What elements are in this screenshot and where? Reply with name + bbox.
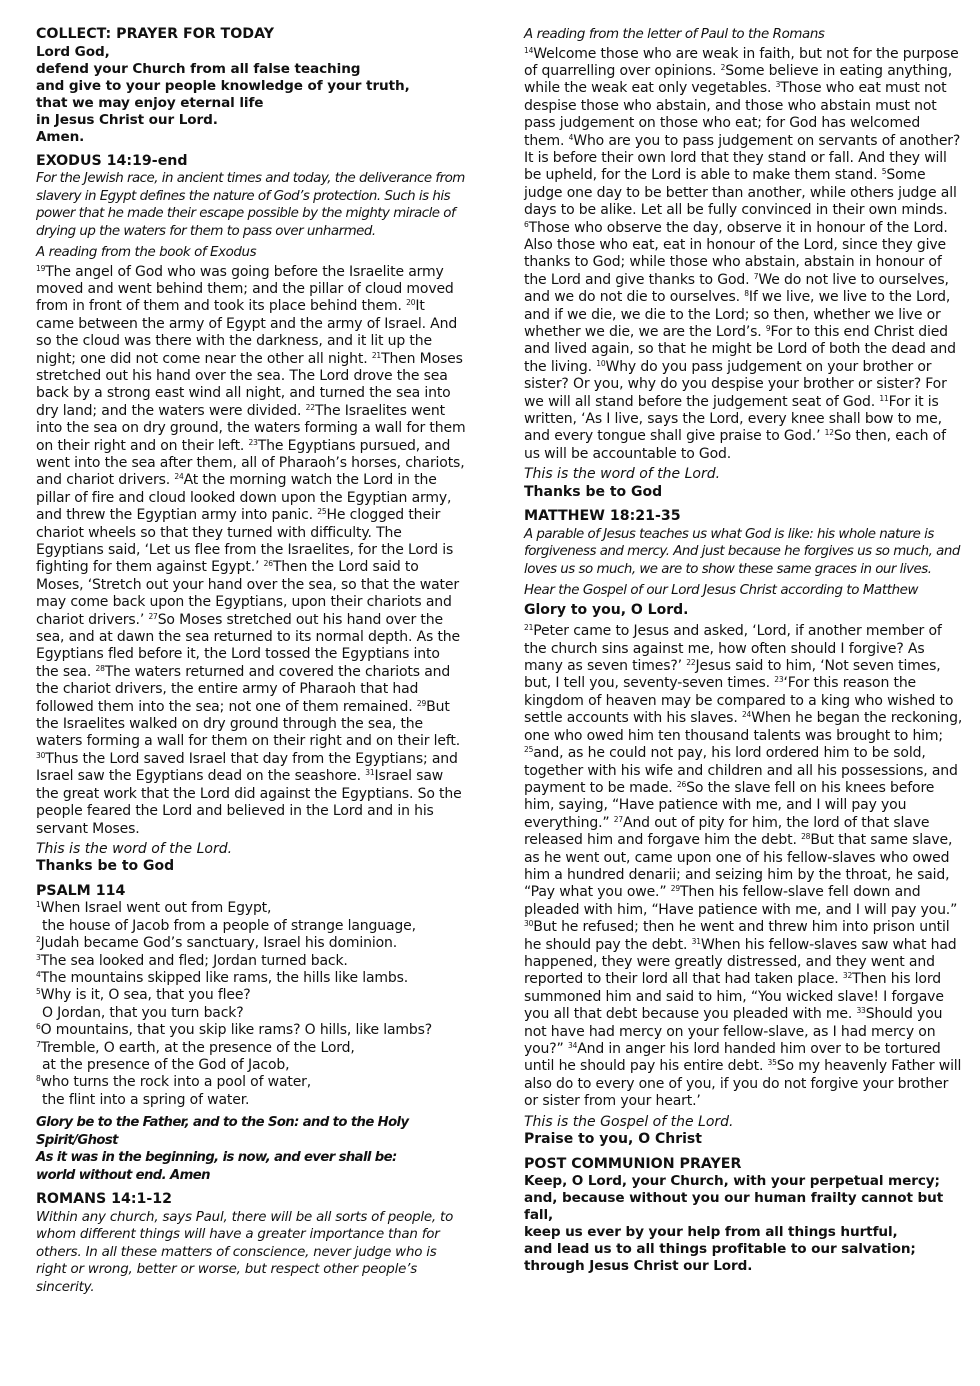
verse-number: 31 [365,768,375,778]
verse-number: 21 [524,623,534,633]
collect-heading: COLLECT: PRAYER FOR TODAY [36,26,274,42]
verse-number: 25 [317,507,327,517]
psalm-line-text: The sea looked and fled; Jordan turned back. [40,952,348,969]
verse-text: Those who observe the day, observe it in honour of the Lord. Also those who eat, eat in honour of the Lord, since they give thanks to God; while those who abstain, abstain in honour of the Lord and give thanks to God. [524,219,948,288]
verse-number: 31 [691,936,701,946]
psalm-line [36,987,466,1004]
verse-number: 3 [775,80,781,90]
verse-number: 30 [36,750,46,760]
gloria-line: Glory be to the Father, and to the Son: and to the Holy Spirit/Ghost [36,1115,409,1148]
verse-text: The waters returned and covered the chariots and the chariot drivers, the entire army of Pharaoh that had followed them into the sea; not one of them remained. [36,663,451,715]
verse-number: 34 [567,1041,578,1050]
verse-text: But the Israelites walked on dry ground through the sea, the waters forming a wall for them on their right and on their left. [36,698,461,750]
verse-number: 21 [371,350,382,360]
collect-line: Amen. [36,128,85,145]
matthew-heading: MATTHEW 18:21-35 [524,508,681,525]
verse-number: 6 [36,1022,41,1032]
psalm-line-text: the house of Jacob from a people of strange language, [42,917,416,934]
verse-number: 29 [670,884,680,894]
psalm-line-text: Tremble, O earth, at the presence of the Lord, [40,1039,355,1056]
collect-line: that we may enjoy eternal life [36,94,264,111]
collect-section [36,26,466,146]
verse-number: 4 [568,132,574,142]
matthew-closing: This is the Gospel of the Lord. [524,1113,734,1130]
verse-text: The Israelites went into the sea on dry ground, the waters forming a wall for them on their right and on their left. [36,402,466,454]
verse-number: 25 [524,745,534,755]
verse-text: The angel of God who was going before the Israelite army moved and went behind them; and the pillar of cloud moved from in front of them and took its place behind them. [36,263,454,315]
psalm-line [36,970,466,987]
gloria-line: As it was in the beginning, is now, and ever shall be: [36,1150,397,1166]
verse-number: 28 [95,663,105,673]
verse-number: 27 [613,814,624,824]
gloria-line: world without end. Amen [36,1167,210,1183]
verse-number: 1 [36,900,41,910]
verse-number: 2 [720,62,726,72]
verse-number: 20 [406,298,416,308]
verse-number: 22 [686,658,696,668]
verse-text: Then his lord summoned him and said to him, “You wicked slave! I forgave you all that debt because you pleaded with me. [524,971,944,1023]
verse-text: Some judge one day to be better than another, while others judge all days to be alike. Let all be fully convinced in their own minds. [524,167,957,219]
verse-text: When he began the reckoning, one who owed him ten thousand talents was brought to him; [524,710,963,744]
exodus-intro: For the Jewish race, in ancient times and today, the deliverance from slavery in Egypt defines the nature of God’s protection. Such is his power that he made their escape possible by the mighty miracle of drying up the waters for them to pass over unharmed. [36,171,465,239]
psalm-line-text: When Israel went out from Egypt, [40,900,272,917]
verse-number: 27 [148,611,158,621]
psalm-line-text: Judah became God’s sanctuary, Israel his dominion. [40,935,398,952]
verse-number: 33 [856,1006,866,1016]
gloria [36,1114,466,1184]
matthew-section [524,508,964,1148]
verse-number: 7 [753,271,759,281]
verse-text: and, as he could not pay, his lord ordered him to be sold, together with his wife and children and all his possessions, and payment to be made. [524,745,958,796]
verse-number: 19 [36,263,46,273]
verse-text: For it is written, ‘As I live, says the Lord, every knee shall bow to me, and every tongue shall give praise to God.’ [524,393,942,445]
verse-number: 3 [36,952,41,962]
psalm-line [36,1040,466,1057]
verse-number: 23 [774,675,784,685]
verse-number: 4 [36,970,41,980]
psalm-line-text: O Jordan, that you turn back? [42,1004,244,1021]
post-communion-line: keep us ever by your help from all things hurtful, [524,1224,898,1241]
psalm-line [36,1057,466,1074]
psalm-line-text: The mountains skipped like rams, the hills like lambs. [40,970,409,987]
post-communion-line: and lead us to all things profitable to our salvation; [524,1241,916,1258]
verse-number: 10 [596,358,606,368]
exodus-section [36,153,466,876]
psalm-line [36,1022,466,1039]
romans-reading-from: A reading from the letter of Paul to the Romans [524,27,825,42]
verse-text: And out of pity for him, the lord of that slave released him and forgave him the debt. [524,814,930,849]
verse-number: 9 [765,324,771,333]
verse-text: So my heavenly Father will also do to every one of you, if you do not forgive your brother or sister from your heart.’ [524,1058,962,1110]
verse-text: Jesus said to him, ‘Not seven times, but, I tell you, seventy-seven times. [524,658,941,692]
matthew-intro: A parable of Jesus teaches us what God is like: his whole nature is forgiveness and mercy. And just because he forgives us so much, and loves us so much, we are to show these same graces in our lives. [524,526,960,577]
verse-text: Who are you to pass judgement on servants of another? It is before their own lord that they stand or fall. And they will be upheld, for the Lord is able to make them stand. [524,132,961,184]
romans-heading: ROMANS 14:1-12 [36,1191,173,1208]
romans-text [524,46,964,464]
verse-text: If we live, we live to the Lord, and if we die, we die to the Lord; so then, whether we live or whether we die, we are the Lord’s. [524,289,951,340]
verse-text: But that same slave, as he went out, came upon one of his fellow-slaves who owed him a hundred denarii; and seizing him by the throat, he said, “Pay what you owe.” [524,832,953,901]
verse-text: At the morning watch the Lord in the pillar of fire and cloud looked down upon the Egyptian army, and threw the Egyptian army into panic. [36,472,452,524]
verse-text: Should you not have had mercy on your fellow-slave, as I had mercy on you?” [524,1006,943,1057]
verse-number: 6 [524,219,529,229]
verse-text: Those who eat must not despise those who abstain, and those who abstain must not pass judgement on those who eat; for God has welcomed them. [524,80,947,149]
romans-closing: This is the word of the Lord. [524,466,721,483]
right-column [524,26,964,1282]
psalm-line [36,953,466,970]
post-communion-line: and, because without you our human frailty cannot but fall, [524,1190,944,1224]
post-communion-heading: POST COMMUNION PRAYER [524,1155,742,1172]
romans-response: Thanks be to God [524,483,663,500]
verse-text: Why do you pass judgement on your brother or sister? Or you, why do you despise your brother or sister? For we will all stand before the judgement seat of God. [524,358,947,410]
post-communion-prayer [524,1173,964,1275]
verse-number: 26 [676,779,687,789]
psalm-line-text: O mountains, that you skip like rams? O hills, like lambs? [40,1022,433,1039]
post-communion-line: Keep, O Lord, your Church, with your perpetual mercy; [524,1173,940,1190]
matthew-response: Praise to you, O Christ [524,1131,702,1148]
verse-text: When his fellow-slaves saw what had happened, they were greatly distressed, and they went and reported to their lord all that had taken place. [524,936,957,988]
verse-text: But he refused; then he went and threw him into prison until he should pay the debt. [524,919,950,953]
romans-section-start [36,1191,466,1296]
verse-text: Then the Lord said to Moses, ‘Stretch out your hand over the sea, so that the water may come back upon the Egyptians, upon their chariots and chariot drivers.’ [36,559,459,628]
verse-text: Thus the Lord saved Israel that day from the Egyptians; and Israel saw the Egyptians dead on the seashore. [36,750,458,785]
verse-number: 24 [741,710,752,720]
verse-text: For to this end Christ died and lived again, so that he might be Lord of both the dead and the living. [524,324,956,375]
matthew-reading-from: Hear the Gospel of our Lord Jesus Christ according to Matthew [524,583,919,599]
verse-text: ‘For this reason the kingdom of heaven may be compared to a king who wished to settle accounts with his slaves. [524,675,954,727]
romans-intro: Within any church, says Paul, there will be all sorts of people, to whom different things will have a greater importance than for others. In all these matters of conscience, never judge who is right or wrong, better or worse, but respect other people’s sincerity. [36,1209,454,1295]
psalm-section [36,883,466,1184]
verse-number: 32 [842,971,853,981]
exodus-reading-from: A reading from the book of Exodus [36,245,257,260]
psalm-line-text: the flint into a spring of water. [42,1091,250,1108]
verse-text: Peter came to Jesus and asked, ‘Lord, if another member of the church sins against me, how often should I forgive? As many as seven times?’ [524,623,942,675]
matthew-acclamation: Glory to you, O Lord. [524,601,689,618]
exodus-text [36,264,466,838]
exodus-closing: This is the word of the Lord. [36,840,233,857]
psalm-line-text: who turns the rock into a pool of water, [40,1074,312,1091]
verse-text: Then Moses stretched out his hand over the sea. The Lord drove the sea back by a strong east wind all night, and turned the sea into dry land; and the waters were divided. [36,350,463,419]
verse-text: So then, each of us will be accountable to God. [524,428,946,462]
verse-number: 14 [524,45,534,55]
verse-text: And in anger his lord handed him over to be tortured until he should pay his entire debt. [524,1041,941,1075]
collect-prayer [36,44,466,146]
verse-text: So the slave fell on his knees before him, saying, “Have patience with me, and I will pay you everything.” [524,779,935,831]
verse-text: Then his fellow-slave fell down and pleaded with him, “Have patience with me, and I will pay you.” [524,884,958,918]
verse-number: 29 [416,698,427,708]
collect-line: defend your Church from all false teaching [36,60,361,77]
verse-number: 2 [36,935,41,945]
collect-line: Lord God, [36,43,110,60]
exodus-response: Thanks be to God [36,858,175,875]
verse-number: 5 [36,987,41,997]
verse-text: We do not live to ourselves, and we do not die to ourselves. [524,271,949,306]
verse-number: 22 [305,402,315,412]
psalm-line [36,1005,466,1022]
verse-number: 8 [744,289,749,299]
psalm-line [36,1074,466,1091]
exodus-heading: EXODUS 14:19-end [36,152,188,169]
verse-number: 30 [524,919,534,929]
post-communion-section [524,1156,964,1276]
romans-section [524,26,964,501]
verse-text: Israel saw the great work that the Lord did against the Egyptians. So the people feared the Lord and believed in the Lord and in his servant Moses. [36,768,462,837]
psalm-line [36,900,466,917]
matthew-text [524,623,964,1110]
verse-number: 12 [824,428,834,438]
verse-text: The Egyptians pursued, and went into the sea after them, all of Pharaoh’s horses, chariots, and chariot drivers. [36,437,465,489]
psalm-line [36,935,466,952]
verse-number: 28 [801,832,811,842]
verse-text: Welcome those who are weak in faith, but not for the purpose of quarrelling over opinions. [524,45,959,79]
verse-text: He clogged their chariot wheels so that they turned with difficulty. The Egyptians said, ‘Let us flee from the Israelites, for the Lord is fighting for them against Egypt.’ [36,507,454,576]
verse-text: Some believe in eating anything, while the weak eat only vegetables. [524,62,953,97]
psalm-line [36,918,466,935]
verse-number: 5 [881,167,887,177]
verse-number: 7 [36,1039,41,1049]
post-communion-line: through Jesus Christ our Lord. [524,1258,753,1275]
verse-number: 11 [879,393,889,403]
verse-number: 35 [767,1058,777,1068]
psalm-line-text: Why is it, O sea, that you flee? [40,987,251,1004]
collect-line: and give to your people knowledge of your truth, [36,77,410,94]
collect-line: in Jesus Christ our Lord. [36,111,218,128]
psalm-line-text: at the presence of the God of Jacob, [42,1057,290,1074]
psalm-line [36,1092,466,1109]
verse-text: So Moses stretched out his hand over the sea, and at dawn the sea returned to its normal depth. As the Egyptians fled before it, the Lord tossed the Egyptians into the sea. [36,611,460,680]
verse-number: 8 [36,1074,41,1084]
verse-number: 23 [248,437,258,447]
verse-number: 24 [174,472,184,482]
psalm-text [36,900,466,1109]
verse-text: It came between the army of Egypt and the army of Israel. And so the cloud was there with the darkness, and it lit up the night; one did not come near the other all night. [36,298,458,367]
verse-number: 26 [263,559,273,569]
left-column [36,26,466,1303]
psalm-heading: PSALM 114 [36,882,126,899]
